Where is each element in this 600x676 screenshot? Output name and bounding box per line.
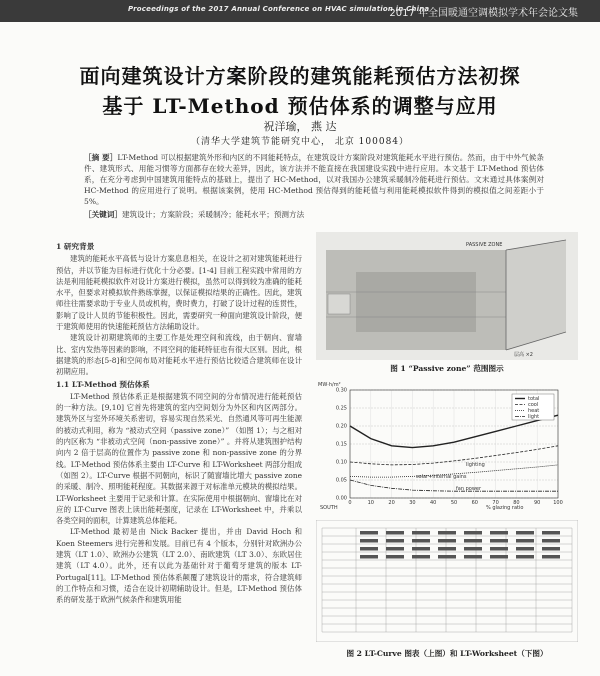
header-proceedings: Proceedings of the 2017 Annual Conference on HVAC simulation in China bbox=[128, 5, 430, 13]
worksheet-cell-mark bbox=[516, 531, 534, 535]
south-label: SOUTH bbox=[320, 505, 338, 511]
figure-1-caption: 图 1 “Passive zone” 范围图示 bbox=[390, 364, 504, 373]
worksheet-cell-mark bbox=[386, 555, 404, 559]
x-tick-label: 20 bbox=[388, 500, 395, 506]
region-label-solar: solar+internal gains bbox=[416, 474, 467, 480]
worksheet-cell-mark bbox=[412, 555, 430, 559]
body-paragraph: 建筑的能耗水平高低与设计方案息息相关，在设计之初对建筑能耗进行预估，并以节能为目标进行优化十分必要。[1-4] 目前工程实践中常用的方法是利用能耗模拟软件对设计方案进行模拟，虽然可以得到较为准确的能耗水平，但要求对模拟软件熟练掌握，以保证模拟结果的正确性。因此，建筑师往往需要求助于专业人员或机构，费时费力，打破了设计过程的连贯性，影响了设计人员的节能积极性。因此，需要研究一种面向建筑设计阶段，便于建筑师使用的快速能耗预估方法辅助设计。 bbox=[56, 254, 302, 332]
keywords bbox=[84, 209, 544, 220]
y-tick-label: 0.20 bbox=[335, 423, 347, 430]
region-label-lighting: lighting bbox=[466, 462, 485, 468]
lt-curve-chart bbox=[316, 374, 578, 512]
worksheet-cell-mark bbox=[386, 539, 404, 543]
x-tick-label: 90 bbox=[534, 500, 541, 506]
body-paragraph: LT-Method 最初是由 Nick Backer 提出，并由 David Hoch 和 Koen Steemers 进行完善和发展。目前已有 4 个版本，分别针对欧洲办公建筑（LT 1.0）、欧洲办公建筑（LT 2.0）、南欧建筑（LT 3.0）、东欧居住建筑（LT 4.0）。此外，还有以此为基础针对于葡萄牙建筑的版本 LT-Portugal[11]。LT-Method 预估体系颠覆了建筑设计的需求，符合建筑师的工作特点和习惯，适合在设计初期辅助设计。但是，LT-Method 预估体系的研发基于欧洲气候条件和建筑用能 bbox=[56, 527, 302, 605]
worksheet-cell-mark bbox=[464, 547, 482, 551]
passive-zone-label: PASSIVE ZONE bbox=[466, 242, 503, 248]
x-tick-label: 100 bbox=[553, 500, 563, 506]
section-heading: 1 研究背景 bbox=[56, 242, 95, 251]
legend-entry-total: total bbox=[528, 396, 540, 402]
body-column bbox=[56, 240, 302, 606]
non-passive-core bbox=[356, 272, 476, 332]
abstract-text: LT-Method 可以根据建筑外形和内区的不同能耗特点，在建筑设计方案阶段对建筑能耗水平进行预估。然而，由于中外气候条件、建筑形式、用能习惯等方面都存在较大差异，因此，该方法并不能直接在我国建设实践中进行应用。本文基于 LT-Method 预估体系，在充分考虑到中国建筑用能特点的基础上，提出了 HC-Method，以对我国办公建筑采暖制冷能耗进行预估。文末通过具体案例对 HC-Method 的应用进行了说明。根据该案例，使用 HC-Method 预估得到的能耗值与利用能耗模拟软件得到的模拟值之间差距小于 5%。 bbox=[84, 153, 544, 206]
worksheet-cell-mark bbox=[542, 547, 560, 551]
worksheet-cell-mark bbox=[386, 547, 404, 551]
y-axis-label: MW·h/m² bbox=[318, 382, 341, 388]
legend-entry-light: light bbox=[528, 414, 540, 420]
worksheet-cell-mark bbox=[360, 547, 378, 551]
keywords-text: 建筑设计；方案阶段；采暖制冷；能耗水平；预测方法 bbox=[121, 210, 305, 219]
authors: 祝洋瑜， 燕 达 bbox=[263, 120, 337, 133]
height-label: 层高 ×2 bbox=[514, 352, 533, 358]
worksheet-cell-mark bbox=[360, 539, 378, 543]
body-paragraph: 建筑设计初期建筑师的主要工作是处理空间和流线，由于朝向、窗墙比、室内发热等因素的影响，不同空间的能耗特征也有很大区别。因此，根据建筑的形态[5-8]和空间布局对能耗水平进行预估比较适合建筑师在设计初期应用。 bbox=[56, 333, 302, 377]
x-tick-label: 0 bbox=[348, 500, 352, 506]
page-subtitle: 基于 LT-Method 预估体系的调整与应用 bbox=[102, 94, 498, 118]
worksheet-cell-mark bbox=[516, 555, 534, 559]
x-tick-label: 80 bbox=[513, 500, 520, 506]
x-tick-label: 10 bbox=[367, 500, 374, 506]
worksheet-cell-mark bbox=[438, 539, 456, 543]
figure-1-passive-zone bbox=[316, 232, 578, 360]
worksheet-cell-mark bbox=[464, 539, 482, 543]
legend-entry-heat: heat bbox=[528, 408, 540, 414]
worksheet-cell-mark bbox=[490, 555, 508, 559]
y-tick-label: 0.25 bbox=[335, 405, 347, 412]
y-tick-label: 0.05 bbox=[335, 477, 347, 484]
y-tick-label: 0.00 bbox=[335, 495, 347, 502]
region-label-fan: fan power bbox=[456, 486, 482, 492]
worksheet-cell-mark bbox=[542, 555, 560, 559]
y-tick-label: 0.30 bbox=[335, 387, 347, 394]
worksheet-cell-mark bbox=[438, 555, 456, 559]
figure-2-caption: 图 2 LT-Curve 图表（上图）和 LT-Worksheet（下图） bbox=[346, 649, 548, 658]
x-tick-label: 50 bbox=[450, 500, 458, 506]
x-tick-label: 30 bbox=[409, 500, 416, 506]
x-tick-label: 40 bbox=[430, 500, 437, 506]
worksheet-cell-mark bbox=[360, 555, 378, 559]
x-axis-label: % glazing ratio bbox=[486, 505, 524, 511]
keywords-label: ［关键词］ bbox=[84, 210, 122, 219]
worksheet-cell-mark bbox=[542, 531, 560, 535]
lt-worksheet bbox=[316, 520, 578, 642]
legend-entry-cool: cool bbox=[528, 402, 539, 408]
page-title: 面向建筑设计方案阶段的建筑能耗预估方法初探 bbox=[79, 64, 521, 88]
worksheet-cell-mark bbox=[438, 531, 456, 535]
worksheet-cell-mark bbox=[412, 531, 430, 535]
worksheet-cell-mark bbox=[516, 539, 534, 543]
worksheet-cell-mark bbox=[386, 531, 404, 535]
abstract-label: ［摘 要］ bbox=[84, 153, 118, 162]
header-banner bbox=[0, 0, 600, 22]
worksheet-cell-mark bbox=[464, 555, 482, 559]
worksheet-cell-mark bbox=[516, 547, 534, 551]
worksheet-cell-mark bbox=[412, 547, 430, 551]
worksheet-cell-mark bbox=[412, 539, 430, 543]
worksheet-cell-mark bbox=[542, 539, 560, 543]
worksheet-cell-mark bbox=[438, 547, 456, 551]
abstract bbox=[84, 152, 544, 207]
header-conference: 2017 年全国暖通空调模拟学术年会论文集 bbox=[389, 8, 578, 19]
affiliation: （清华大学建筑节能研究中心， 北京 100084） bbox=[190, 137, 410, 147]
worksheet-cell-mark bbox=[490, 547, 508, 551]
body-paragraph: LT-Method 预估体系正是根据建筑不同空间的分布情况进行能耗预估的一种方法。[9,10] 它首先将建筑的室内空间划分为外区和内区两部分。建筑外区与室外环境关系密切，容易实现自然采光、自然通风等可再生能源的被动式利用，称为 “被动式空间（passive zone）” （如图 1）；与之相对的内区称为 “非被动式空间（non-passive zone）” 。并将从建筑围护结构向内 2 倍于层高的位置作为 passive zone 和 non-passive zone 的分界线。LT-Method 预估体系主要由 LT-Curve 和 LT-Worksheet 两部分组成（如图 2）。LT-Curve 根据不同朝向，标识了随窗墙比增大 passive zone 的采暖、制冷、照明能耗程度。其数据来源于对标准单元模块的模拟结果。LT-Worksheet 主要用于记录和计算。在实际使用中根据朝向、窗墙比在对应的 LT-Curve 图表上读出能耗强度，记录在 LT-Worksheet 中，并乘以各类空间的面积，计算建筑总体能耗。 bbox=[56, 391, 302, 526]
x-tick-label: 70 bbox=[492, 500, 499, 506]
worksheet-cell-mark bbox=[490, 531, 508, 535]
y-tick-label: 0.15 bbox=[335, 441, 347, 448]
y-tick-label: 0.10 bbox=[335, 459, 347, 466]
worksheet-cell-mark bbox=[464, 531, 482, 535]
worksheet-cell-mark bbox=[360, 531, 378, 535]
x-tick-label: 60 bbox=[471, 500, 478, 506]
subsection-heading: 1.1 LT-Method 预估体系 bbox=[56, 379, 150, 389]
worksheet-cell-mark bbox=[490, 539, 508, 543]
